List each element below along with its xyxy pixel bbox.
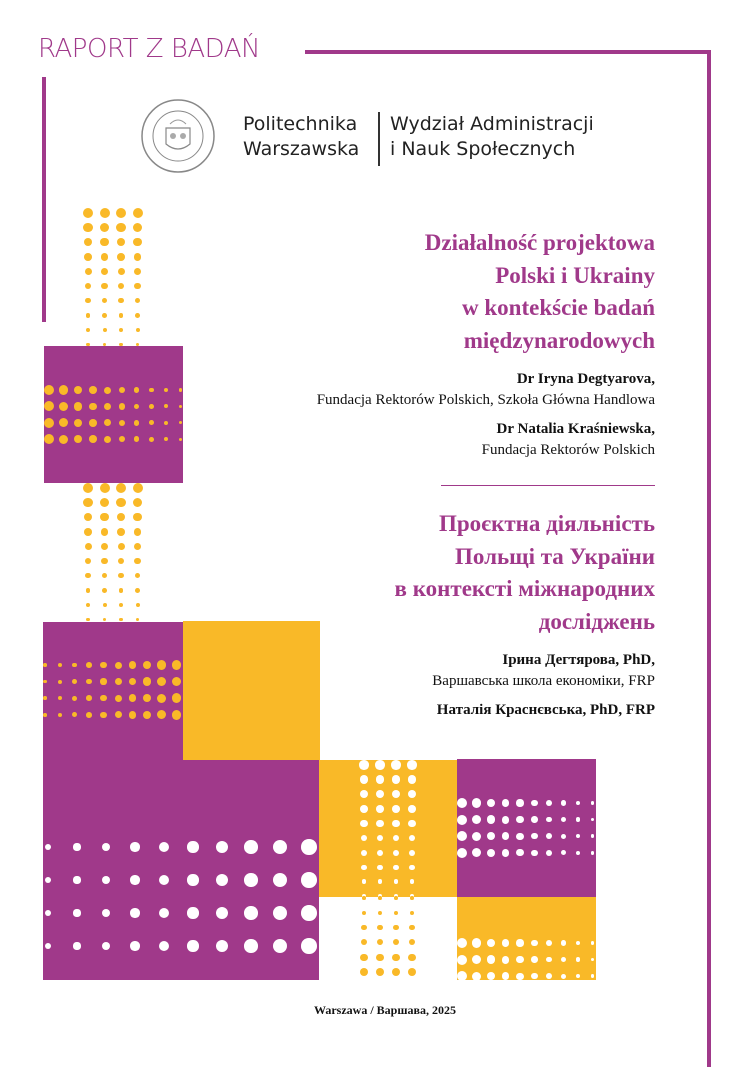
dot xyxy=(407,760,417,770)
dot xyxy=(531,940,538,947)
dot xyxy=(100,498,109,507)
dot xyxy=(135,588,140,593)
author-affiliation: Fundacja Rektorów Polskich xyxy=(481,442,655,458)
dot xyxy=(187,841,198,852)
author-name: Ірина Дегтярова, PhD, xyxy=(502,652,655,668)
dot xyxy=(101,268,108,275)
dot xyxy=(301,905,316,920)
dot xyxy=(119,343,122,346)
dot xyxy=(85,283,91,289)
dot xyxy=(516,833,523,840)
dot xyxy=(103,328,107,332)
dot xyxy=(116,208,126,218)
author-name: Dr Iryna Degtyarova, xyxy=(516,371,655,387)
right-frame-line xyxy=(707,50,711,1067)
dot xyxy=(43,680,47,684)
dot xyxy=(59,385,68,394)
dot xyxy=(457,798,467,808)
dot xyxy=(392,954,399,961)
dot xyxy=(115,662,122,669)
dot xyxy=(457,848,467,858)
left-frame-line xyxy=(42,77,46,322)
dot xyxy=(376,968,384,976)
dot xyxy=(393,925,398,930)
dot xyxy=(377,939,383,945)
dot xyxy=(72,663,77,668)
dot xyxy=(100,695,106,701)
dot xyxy=(516,939,523,946)
dot xyxy=(502,956,510,964)
dot xyxy=(116,223,125,232)
block-purple-1 xyxy=(44,346,183,483)
dot xyxy=(516,799,523,806)
dot xyxy=(116,483,126,493)
faculty-line-2: i Nauk Społecznych xyxy=(390,138,576,160)
dot xyxy=(179,405,182,408)
dot xyxy=(408,805,416,813)
dot xyxy=(102,573,108,579)
dot xyxy=(130,842,139,851)
dot xyxy=(74,402,83,411)
dot xyxy=(393,850,399,856)
logo-divider xyxy=(378,112,380,166)
dot xyxy=(101,283,107,289)
dot xyxy=(149,388,154,393)
dot xyxy=(130,941,139,950)
dot xyxy=(410,911,414,915)
dot xyxy=(101,253,109,261)
dot xyxy=(86,695,92,701)
dot xyxy=(516,973,523,980)
author-name: Dr Natalia Kraśniewska, xyxy=(496,421,655,437)
dot xyxy=(394,911,398,915)
dot xyxy=(135,573,141,579)
dot xyxy=(133,513,142,522)
dot xyxy=(119,603,123,607)
dot xyxy=(134,253,142,261)
dot xyxy=(561,800,566,805)
title-line: w kontekście badań xyxy=(462,295,655,320)
dot xyxy=(100,678,106,684)
dot xyxy=(164,388,168,392)
dot xyxy=(59,435,68,444)
dot xyxy=(187,940,198,951)
dot xyxy=(361,865,366,870)
dot xyxy=(102,942,110,950)
dot xyxy=(58,680,62,684)
dot xyxy=(130,875,139,884)
dot xyxy=(360,968,368,976)
dot xyxy=(104,403,111,410)
dot xyxy=(89,386,97,394)
title-line: Проєктна діяльність xyxy=(438,511,655,536)
dot xyxy=(134,528,142,536)
dot xyxy=(244,840,257,853)
dot xyxy=(115,678,122,685)
dot xyxy=(85,543,92,550)
title-line: Польщі та України xyxy=(455,543,655,569)
dot xyxy=(100,208,110,218)
dot xyxy=(576,957,580,961)
dot xyxy=(86,328,90,332)
dot xyxy=(104,436,111,443)
title-line: досліджень xyxy=(538,608,655,634)
dot xyxy=(487,815,496,824)
dot xyxy=(531,816,538,823)
dot xyxy=(172,710,182,720)
dot xyxy=(101,558,107,564)
dot xyxy=(117,513,126,522)
dot xyxy=(89,419,97,427)
dot xyxy=(133,483,143,493)
dot xyxy=(86,603,90,607)
dot xyxy=(516,816,523,823)
dot xyxy=(119,403,125,409)
author-name: Наталія Краснєвська, PhD, FRP xyxy=(436,702,655,718)
dot xyxy=(472,938,481,947)
dot xyxy=(44,385,54,395)
dot xyxy=(85,573,91,579)
title-line: Polski i Ukrainy xyxy=(495,262,655,288)
dot xyxy=(85,298,91,304)
dot xyxy=(135,298,141,304)
dot xyxy=(133,498,142,507)
polish-title xyxy=(317,227,655,357)
dot xyxy=(83,498,92,507)
dot xyxy=(43,696,47,700)
dot xyxy=(378,896,382,900)
dot xyxy=(134,268,141,275)
dot xyxy=(376,954,383,961)
dot xyxy=(58,663,62,667)
dot xyxy=(375,760,385,770)
dot xyxy=(101,543,108,550)
dot xyxy=(179,388,182,391)
dot xyxy=(408,968,416,976)
dot xyxy=(149,420,154,425)
dot xyxy=(89,403,97,411)
dot xyxy=(561,974,566,979)
dot xyxy=(301,872,316,887)
dot xyxy=(576,817,580,821)
dot xyxy=(84,238,93,247)
dot xyxy=(84,528,92,536)
dot xyxy=(86,712,92,718)
faculty-line-1: Wydział Administracji xyxy=(390,113,594,135)
dot xyxy=(83,483,93,493)
dot xyxy=(187,907,198,918)
dot xyxy=(118,283,124,289)
university-line-2: Warszawska xyxy=(243,138,360,160)
dot xyxy=(86,679,92,685)
footer-place-year: Warszawa / Варшава, 2025 xyxy=(314,1003,456,1017)
dot xyxy=(376,820,383,827)
dot xyxy=(376,805,384,813)
dot xyxy=(118,558,124,564)
dot xyxy=(117,238,126,247)
dot xyxy=(244,873,257,886)
dot xyxy=(362,911,366,915)
dot xyxy=(179,438,182,441)
dot xyxy=(100,712,106,718)
dot xyxy=(408,820,415,827)
top-frame-line xyxy=(305,50,711,54)
faculty-name xyxy=(390,112,594,162)
dot xyxy=(157,694,166,703)
dot xyxy=(83,208,93,218)
dot xyxy=(89,435,97,443)
dot xyxy=(157,660,166,669)
dot xyxy=(360,820,367,827)
dot xyxy=(73,942,80,949)
dot xyxy=(149,404,154,409)
dot xyxy=(301,839,316,854)
dot xyxy=(244,939,257,952)
dot xyxy=(361,925,366,930)
dot xyxy=(377,925,382,930)
dot xyxy=(133,238,142,247)
dot xyxy=(546,973,552,979)
dot xyxy=(409,925,414,930)
dot xyxy=(72,712,77,717)
dot xyxy=(119,618,122,621)
dot xyxy=(391,760,401,770)
series-label: RAPORT Z BADAŃ xyxy=(38,34,260,64)
dot xyxy=(546,940,552,946)
dot xyxy=(84,253,92,261)
dot xyxy=(244,906,257,919)
dot xyxy=(129,711,137,719)
dot xyxy=(119,313,124,318)
dot xyxy=(119,328,123,332)
dot xyxy=(73,843,80,850)
dot xyxy=(134,558,140,564)
dot xyxy=(362,896,366,900)
dot xyxy=(44,418,54,428)
dot xyxy=(72,696,77,701)
dot xyxy=(116,498,125,507)
dot xyxy=(546,800,552,806)
dot xyxy=(85,268,92,275)
dot xyxy=(43,663,47,667)
dot xyxy=(360,805,368,813)
dot xyxy=(117,253,125,261)
block-yellow-2 xyxy=(319,760,457,897)
section-divider xyxy=(441,485,655,486)
dot xyxy=(118,543,125,550)
dot xyxy=(516,956,523,963)
dot xyxy=(502,849,510,857)
dot xyxy=(546,833,552,839)
dot xyxy=(134,420,140,426)
dot xyxy=(392,820,399,827)
dot xyxy=(73,876,80,883)
dot xyxy=(393,865,398,870)
block-yellow-1 xyxy=(183,621,320,760)
dot xyxy=(393,939,399,945)
dot xyxy=(561,940,566,945)
dot xyxy=(134,387,140,393)
ukrainian-title xyxy=(395,508,655,638)
dot xyxy=(100,513,109,522)
dot xyxy=(119,588,124,593)
dot xyxy=(100,223,109,232)
block-purple-4 xyxy=(457,759,596,897)
dot xyxy=(133,208,143,218)
dot xyxy=(45,877,51,883)
title-line: Działalność projektowa xyxy=(424,230,655,255)
dot xyxy=(516,849,523,856)
dot xyxy=(472,832,481,841)
dot xyxy=(134,543,141,550)
ukrainian-section xyxy=(395,508,655,721)
title-line: międzynarodowych xyxy=(463,327,655,353)
dot xyxy=(408,954,415,961)
author-affiliation: Fundacja Rektorów Polskich, Szkoła Główna Handlowa xyxy=(316,392,655,408)
dot xyxy=(591,851,595,855)
dot xyxy=(134,283,140,289)
dot xyxy=(72,679,77,684)
dot xyxy=(83,223,92,232)
dot xyxy=(101,528,109,536)
dot xyxy=(591,941,595,945)
dot xyxy=(45,844,51,850)
author-affiliation: Варшавська школа економіки, FRP xyxy=(432,673,655,689)
dot xyxy=(410,896,414,900)
dot xyxy=(409,865,414,870)
dot xyxy=(591,801,595,805)
dot xyxy=(86,313,91,318)
dot xyxy=(103,618,106,621)
dot xyxy=(457,938,467,948)
dot xyxy=(104,387,111,394)
dot xyxy=(102,588,107,593)
dot xyxy=(457,815,467,825)
dot xyxy=(377,865,382,870)
dot xyxy=(103,603,107,607)
dot xyxy=(115,711,122,718)
dot xyxy=(392,968,400,976)
dot xyxy=(392,805,400,813)
polish-section xyxy=(317,227,655,461)
dot xyxy=(172,660,182,670)
dot xyxy=(457,955,467,965)
dot xyxy=(43,713,47,717)
dot xyxy=(164,437,168,441)
dot xyxy=(102,298,108,304)
dot xyxy=(45,943,51,949)
dot xyxy=(86,618,89,621)
dot xyxy=(100,662,106,668)
dot xyxy=(472,798,481,807)
dot xyxy=(86,662,92,668)
dot xyxy=(359,760,369,770)
dot xyxy=(546,850,552,856)
dot xyxy=(118,268,125,275)
dot xyxy=(149,437,154,442)
dot xyxy=(394,896,398,900)
block-purple-2 xyxy=(43,622,183,760)
dot xyxy=(100,483,110,493)
dot xyxy=(187,874,198,885)
dot xyxy=(378,911,382,915)
dot xyxy=(136,328,140,332)
dot xyxy=(102,843,110,851)
dot xyxy=(487,955,496,964)
dot xyxy=(130,908,139,917)
dot xyxy=(115,695,122,702)
dot xyxy=(409,939,415,945)
dot xyxy=(136,603,140,607)
dot xyxy=(102,909,110,917)
dot xyxy=(531,850,538,857)
title-line: в контексті міжнародних xyxy=(394,576,655,601)
dot xyxy=(409,850,415,856)
dot xyxy=(45,910,51,916)
dot xyxy=(58,713,62,717)
dot xyxy=(502,816,510,824)
dot xyxy=(58,696,62,700)
university-line-1: Politechnika xyxy=(243,113,358,135)
dot xyxy=(164,421,168,425)
dot xyxy=(531,800,538,807)
dot xyxy=(102,876,110,884)
dot xyxy=(86,343,89,346)
dot xyxy=(84,513,93,522)
dot xyxy=(135,313,140,318)
dot xyxy=(118,298,124,304)
dot xyxy=(85,558,91,564)
dot xyxy=(136,618,139,621)
dot xyxy=(117,528,125,536)
dot xyxy=(531,956,538,963)
dot xyxy=(360,954,367,961)
dot xyxy=(472,972,481,981)
dot xyxy=(119,420,125,426)
dot xyxy=(100,238,109,247)
dot xyxy=(133,223,142,232)
university-name xyxy=(243,112,359,162)
university-seal-icon xyxy=(140,98,216,174)
dot xyxy=(86,588,91,593)
dot xyxy=(377,850,383,856)
dot xyxy=(361,939,367,945)
dot xyxy=(361,850,367,856)
dot xyxy=(561,834,566,839)
dot xyxy=(102,313,107,318)
dot xyxy=(73,909,80,916)
dot xyxy=(118,573,124,579)
dot xyxy=(301,938,316,953)
